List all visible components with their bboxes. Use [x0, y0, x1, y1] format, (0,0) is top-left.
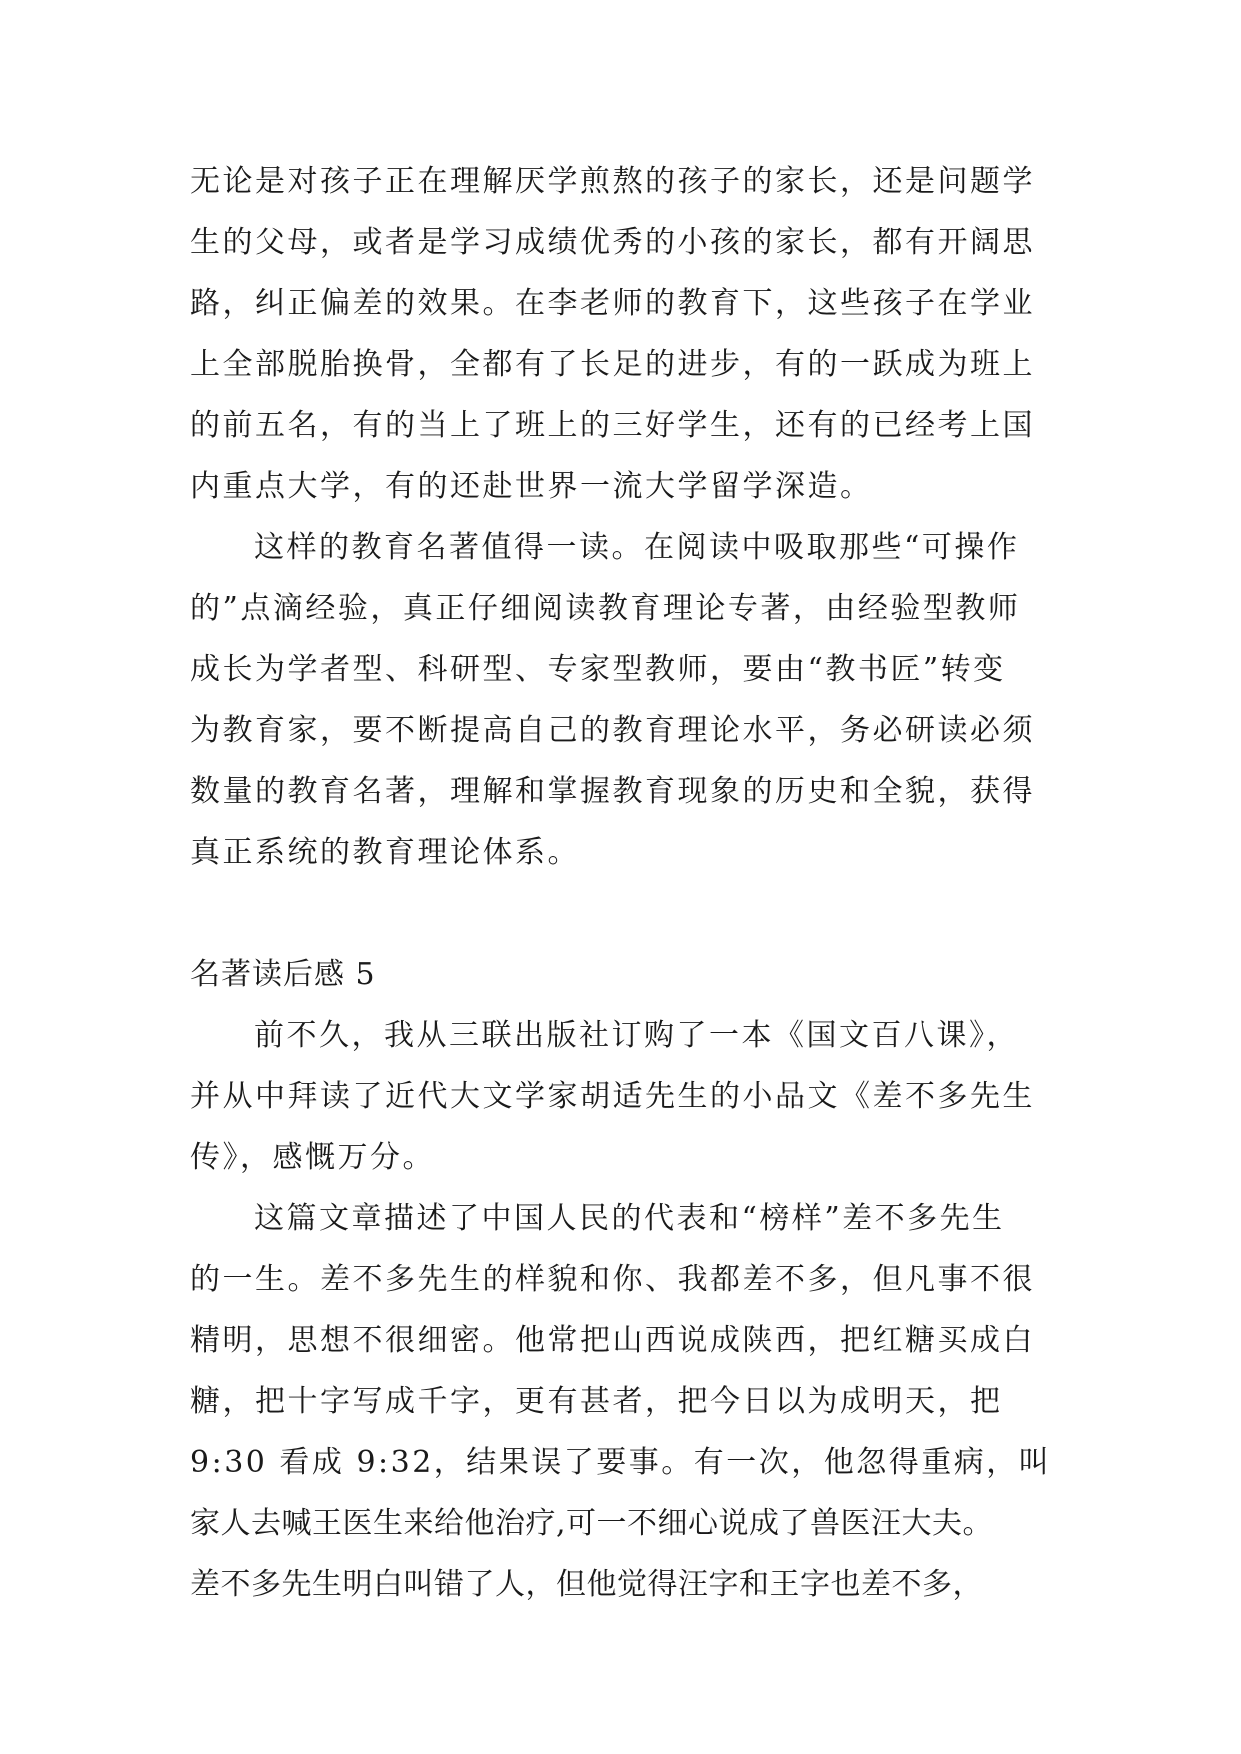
paragraph-line: 上全部脱胎换骨，全都有了长足的进步，有的一跃成为班上: [190, 347, 1035, 382]
paragraph-line: 生的父母，或者是学习成绩优秀的小孩的家长，都有开阔思: [190, 225, 1035, 260]
paragraph-line: 精明，思想不很细密。他常把山西说成陕西，把红糖买成白: [190, 1323, 1035, 1358]
paragraph-line: 真正系统的教育理论体系。: [190, 835, 580, 870]
paragraph-line: 成长为学者型、科研型、专家型教师，要由“教书匠”转变: [190, 652, 1006, 687]
paragraph-line: 内重点大学，有的还赴世界一流大学留学深造。: [190, 469, 873, 504]
paragraph-line: 这篇文章描述了中国人民的代表和“榜样”差不多先生: [254, 1201, 1005, 1236]
paragraph-line: 并从中拜读了近代大文学家胡适先生的小品文《差不多先生: [190, 1079, 1035, 1114]
paragraph-line: 的”点滴经验，真正仔细阅读教育理论专著，由经验型教师: [190, 591, 1021, 626]
paragraph-line: 数量的教育名著，理解和掌握教育现象的历史和全貌，获得: [190, 774, 1035, 809]
paragraph-line: 前不久，我从三联出版社订购了一本《国文百八课》，: [254, 1018, 1019, 1053]
paragraph-line: 传》，感慨万分。: [190, 1140, 435, 1175]
paragraph-line: 路，纠正偏差的效果。在李老师的教育下，这些孩子在学业: [190, 286, 1035, 321]
paragraph-line: 为教育家，要不断提高自己的教育理论水平，务必研读必须: [190, 713, 1035, 748]
paragraph-line: 的一生。差不多先生的样貌和你、我都差不多，但凡事不很: [190, 1262, 1035, 1297]
paragraph-line: 差不多先生明白叫错了人，但他觉得汪字和王字也差不多，: [190, 1567, 983, 1602]
paragraph-line: 糖，把十字写成千字，更有甚者，把今日以为成明天，把: [190, 1384, 1003, 1419]
section-heading: 名著读后感 5: [190, 957, 376, 992]
paragraph-line: 无论是对孩子正在理解厌学煎熬的孩子的家长，还是问题学: [190, 164, 1035, 199]
paragraph-line: 家人去喊王医生来给他治疗,可一不细心说成了兽医汪大夫。: [190, 1506, 994, 1541]
paragraph-line: 这样的教育名著值得一读。在阅读中吸取那些“可操作: [254, 530, 1020, 565]
paragraph-line: 的前五名，有的当上了班上的三好学生，还有的已经考上国: [190, 408, 1035, 443]
paragraph-line: 9:30 看成 9:32，结果误了要事。有一次，他忽得重病，叫: [190, 1445, 1052, 1480]
